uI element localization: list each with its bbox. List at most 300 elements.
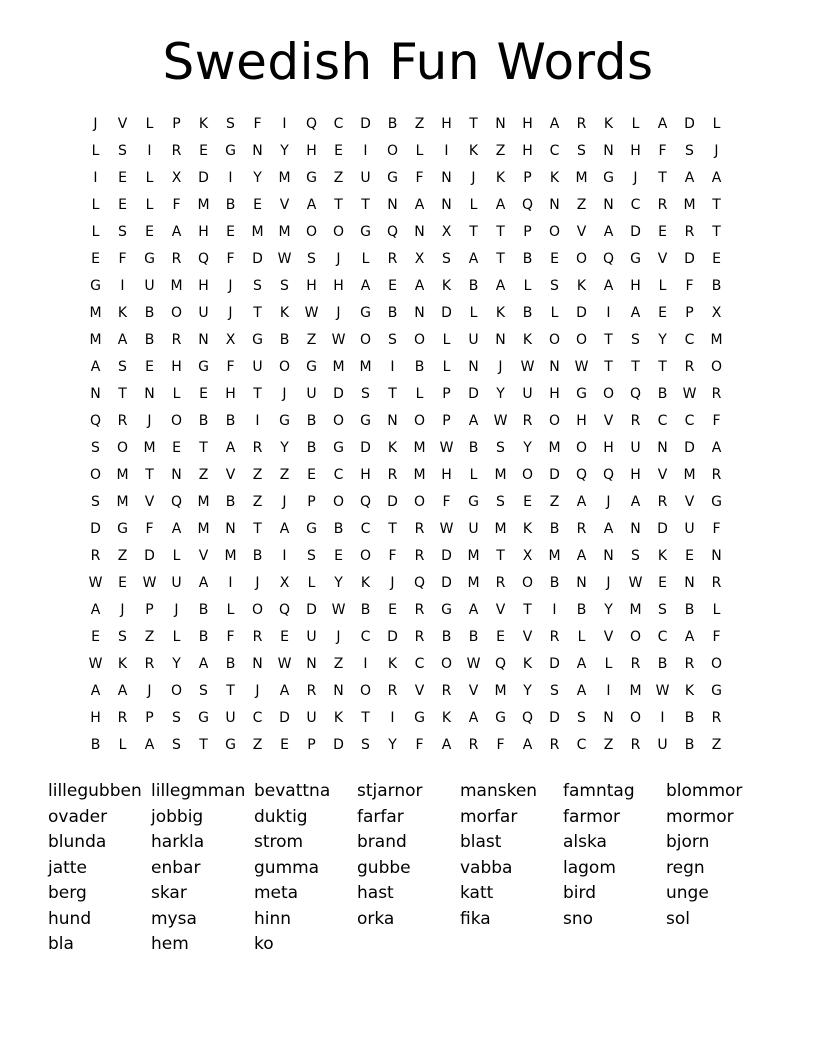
grid-letter: M bbox=[494, 521, 507, 537]
grid-letter: R bbox=[90, 548, 101, 564]
grid-letter: J bbox=[255, 683, 260, 699]
grid-letter: A bbox=[198, 656, 209, 672]
grid-letter: L bbox=[550, 305, 559, 321]
grid-letter: M bbox=[170, 278, 183, 294]
grid-letter: W bbox=[466, 656, 481, 672]
grid-letter: A bbox=[360, 278, 371, 294]
grid-letter: V bbox=[684, 494, 695, 510]
grid-letter: A bbox=[468, 251, 479, 267]
grid-letter: A bbox=[90, 683, 101, 699]
grid-letter: R bbox=[171, 251, 182, 267]
grid-letter: E bbox=[334, 548, 343, 564]
grid-letter: O bbox=[332, 413, 345, 429]
grid-letter: I bbox=[552, 602, 557, 618]
grid-letter: S bbox=[658, 602, 667, 618]
grid-letter: Z bbox=[306, 332, 317, 348]
grid-letter: M bbox=[629, 602, 642, 618]
grid-letter: J bbox=[390, 575, 395, 591]
grid-letter: J bbox=[282, 494, 287, 510]
grid-letter: B bbox=[90, 737, 101, 753]
word-list-item: gumma bbox=[254, 857, 320, 878]
grid-letter: F bbox=[226, 629, 235, 645]
word-list-item: enbar bbox=[151, 857, 201, 878]
grid-letter: S bbox=[577, 143, 586, 159]
word-list-item: orka bbox=[357, 908, 395, 929]
grid-letter: N bbox=[576, 575, 587, 591]
grid-letter: N bbox=[441, 197, 452, 213]
grid-letter: A bbox=[630, 494, 641, 510]
grid-letter: N bbox=[603, 143, 614, 159]
grid-letter: N bbox=[711, 548, 722, 564]
grid-letter: B bbox=[198, 602, 209, 618]
grid-row bbox=[82, 570, 730, 597]
grid-letter: R bbox=[630, 413, 641, 429]
grid-letter: F bbox=[685, 278, 694, 294]
word-list-item: farfar bbox=[357, 806, 404, 827]
word-list-item: blommor bbox=[666, 781, 743, 801]
grid-letter: E bbox=[712, 251, 721, 267]
grid-letter: F bbox=[712, 413, 721, 429]
grid-letter: D bbox=[576, 305, 587, 321]
grid-letter: Q bbox=[170, 494, 183, 510]
grid-letter: M bbox=[197, 521, 210, 537]
grid-row bbox=[82, 678, 730, 705]
grid-letter: T bbox=[658, 359, 667, 375]
grid-letter: S bbox=[199, 683, 208, 699]
grid-letter: X bbox=[171, 170, 182, 186]
grid-letter: B bbox=[414, 359, 425, 375]
grid-letter: L bbox=[226, 602, 235, 618]
grid-row bbox=[82, 651, 730, 678]
grid-letter: A bbox=[171, 224, 182, 240]
grid-letter: A bbox=[576, 494, 587, 510]
grid-letter: W bbox=[331, 332, 346, 348]
grid-letter: H bbox=[522, 116, 533, 132]
grid-letter: S bbox=[172, 737, 181, 753]
grid-letter: W bbox=[277, 251, 292, 267]
grid-letter: B bbox=[387, 116, 398, 132]
grid-letter: D bbox=[360, 440, 371, 456]
grid-letter: A bbox=[144, 737, 155, 753]
grid-letter: B bbox=[360, 602, 371, 618]
grid-letter: I bbox=[147, 143, 152, 159]
grid-letter: Y bbox=[172, 656, 181, 672]
grid-letter: Q bbox=[278, 602, 291, 618]
grid-letter: B bbox=[522, 305, 533, 321]
grid-letter: B bbox=[549, 575, 560, 591]
grid-letter: B bbox=[468, 278, 479, 294]
grid-letter: U bbox=[360, 170, 371, 186]
grid-letter: J bbox=[336, 251, 341, 267]
grid-letter: Y bbox=[523, 440, 532, 456]
grid-letter: P bbox=[307, 737, 316, 753]
grid-letter: B bbox=[198, 413, 209, 429]
word-list-item: ko bbox=[254, 934, 274, 954]
grid-letter: H bbox=[603, 440, 614, 456]
grid-letter: G bbox=[117, 521, 128, 537]
grid-letter: M bbox=[629, 683, 642, 699]
grid-letter: A bbox=[414, 197, 425, 213]
grid-letter: J bbox=[147, 683, 152, 699]
word-list-item: morfar bbox=[460, 806, 518, 827]
grid-letter: A bbox=[279, 521, 290, 537]
grid-letter: H bbox=[522, 143, 533, 159]
grid-letter: M bbox=[89, 305, 102, 321]
grid-letter: J bbox=[282, 386, 287, 402]
grid-letter: Q bbox=[413, 575, 426, 591]
grid-letter: K bbox=[468, 143, 479, 159]
grid-letter: H bbox=[549, 386, 560, 402]
word-list-item: sno bbox=[563, 908, 594, 929]
grid-letter: B bbox=[225, 494, 236, 510]
grid-letter: O bbox=[575, 251, 588, 267]
grid-letter: S bbox=[550, 683, 559, 699]
grid-letter: A bbox=[90, 359, 101, 375]
grid-letter: N bbox=[495, 332, 506, 348]
grid-letter: T bbox=[712, 224, 721, 240]
grid-letter: O bbox=[278, 359, 291, 375]
grid-letter: R bbox=[630, 656, 641, 672]
grid-letter: E bbox=[226, 224, 235, 240]
grid-letter: T bbox=[253, 386, 262, 402]
grid-letter: B bbox=[144, 305, 155, 321]
grid-letter: T bbox=[361, 710, 370, 726]
word-list-item: mysa bbox=[151, 908, 197, 929]
grid-letter: O bbox=[575, 332, 588, 348]
grid-letter: A bbox=[603, 278, 614, 294]
grid-letter: D bbox=[441, 548, 452, 564]
grid-letter: Z bbox=[603, 737, 614, 753]
grid-letter: J bbox=[120, 602, 125, 618]
grid-letter: Y bbox=[280, 440, 289, 456]
grid-letter: G bbox=[252, 332, 263, 348]
grid-letter: H bbox=[576, 413, 587, 429]
grid-letter: S bbox=[685, 143, 694, 159]
grid-row bbox=[82, 138, 730, 165]
grid-letter: S bbox=[361, 386, 370, 402]
grid-letter: L bbox=[145, 170, 154, 186]
grid-letter: W bbox=[493, 413, 508, 429]
grid-letter: J bbox=[255, 575, 260, 591]
word-list-item: jatte bbox=[48, 857, 87, 878]
grid-letter: C bbox=[333, 467, 344, 483]
grid-letter: I bbox=[282, 548, 287, 564]
word-list-item: hund bbox=[48, 908, 92, 929]
grid-letter: T bbox=[469, 116, 478, 132]
grid-letter: N bbox=[387, 413, 398, 429]
grid-letter: G bbox=[711, 494, 722, 510]
grid-letter: K bbox=[522, 521, 533, 537]
grid-letter: Z bbox=[252, 467, 263, 483]
grid-letter: R bbox=[684, 656, 695, 672]
grid-letter: K bbox=[657, 548, 668, 564]
grid-letter: Q bbox=[602, 251, 615, 267]
grid-letter: D bbox=[549, 710, 560, 726]
grid-letter: A bbox=[306, 197, 317, 213]
word-list-item: brand bbox=[357, 832, 407, 852]
grid-letter: T bbox=[388, 386, 397, 402]
grid-letter: W bbox=[142, 575, 157, 591]
grid-letter: T bbox=[388, 521, 397, 537]
grid-row bbox=[82, 246, 730, 273]
grid-letter: G bbox=[225, 737, 236, 753]
grid-letter: L bbox=[658, 278, 667, 294]
grid-letter: H bbox=[630, 467, 641, 483]
grid-letter: T bbox=[253, 521, 262, 537]
grid-letter: W bbox=[88, 656, 103, 672]
grid-letter: C bbox=[414, 656, 425, 672]
grid-letter: G bbox=[441, 602, 452, 618]
grid-letter: Q bbox=[521, 197, 534, 213]
grid-letter: L bbox=[442, 332, 451, 348]
grid-letter: E bbox=[91, 629, 100, 645]
grid-letter: N bbox=[630, 521, 641, 537]
grid-letter: L bbox=[118, 737, 127, 753]
grid-letter: D bbox=[306, 602, 317, 618]
grid-letter: L bbox=[145, 197, 154, 213]
grid-letter: W bbox=[439, 521, 454, 537]
grid-letter: I bbox=[390, 710, 395, 726]
grid-letter: A bbox=[279, 683, 290, 699]
grid-letter: I bbox=[255, 413, 260, 429]
grid-letter: L bbox=[91, 224, 100, 240]
grid-letter: R bbox=[171, 143, 182, 159]
grid-letter: B bbox=[198, 629, 209, 645]
grid-letter: L bbox=[442, 359, 451, 375]
word-list-item: katt bbox=[460, 883, 494, 903]
grid-letter: F bbox=[145, 521, 154, 537]
grid-letter: F bbox=[712, 629, 721, 645]
grid-letter: G bbox=[198, 359, 209, 375]
grid-letter: U bbox=[468, 521, 479, 537]
grid-letter: T bbox=[118, 386, 127, 402]
grid-letter: A bbox=[603, 521, 614, 537]
grid-letter: V bbox=[468, 683, 479, 699]
grid-letter: L bbox=[469, 197, 478, 213]
grid-letter: O bbox=[521, 575, 534, 591]
grid-letter: O bbox=[440, 656, 453, 672]
grid-letter: V bbox=[225, 467, 236, 483]
word-list-item: farmor bbox=[563, 806, 621, 827]
grid-letter: U bbox=[144, 278, 155, 294]
grid-letter: H bbox=[333, 278, 344, 294]
grid-letter: E bbox=[91, 251, 100, 267]
grid-letter: K bbox=[117, 656, 128, 672]
word-list-item: blast bbox=[460, 832, 502, 852]
word-list-item: unge bbox=[666, 883, 709, 903]
grid-letter: O bbox=[305, 224, 318, 240]
grid-letter: M bbox=[89, 332, 102, 348]
grid-letter: U bbox=[468, 332, 479, 348]
grid-letter: C bbox=[576, 737, 587, 753]
grid-letter: A bbox=[630, 305, 641, 321]
grid-letter: F bbox=[496, 737, 505, 753]
grid-letter: N bbox=[198, 332, 209, 348]
grid-letter: O bbox=[629, 710, 642, 726]
grid-letter: F bbox=[415, 170, 424, 186]
grid-letter: L bbox=[415, 386, 424, 402]
grid-letter: A bbox=[549, 116, 560, 132]
grid-letter: V bbox=[576, 224, 587, 240]
word-list-item: jobbig bbox=[151, 806, 204, 827]
grid-letter: B bbox=[522, 251, 533, 267]
grid-letter: O bbox=[170, 683, 183, 699]
grid-letter: N bbox=[225, 521, 236, 537]
word-list-item: sol bbox=[666, 908, 690, 929]
grid-letter: O bbox=[710, 656, 723, 672]
grid-letter: H bbox=[225, 386, 236, 402]
grid-letter: H bbox=[441, 116, 452, 132]
grid-letter: G bbox=[603, 170, 614, 186]
grid-letter: A bbox=[90, 602, 101, 618]
grid-letter: Z bbox=[279, 467, 290, 483]
grid-letter: D bbox=[549, 467, 560, 483]
grid-letter: H bbox=[306, 278, 317, 294]
grid-letter: D bbox=[279, 710, 290, 726]
grid-letter: Q bbox=[494, 656, 507, 672]
grid-letter: G bbox=[630, 251, 641, 267]
grid-row bbox=[82, 516, 730, 543]
grid-letter: M bbox=[683, 467, 696, 483]
grid-letter: V bbox=[603, 629, 614, 645]
grid-letter: A bbox=[711, 170, 722, 186]
grid-letter: M bbox=[359, 359, 372, 375]
grid-letter: R bbox=[144, 656, 155, 672]
grid-letter: F bbox=[172, 197, 181, 213]
grid-letter: B bbox=[549, 521, 560, 537]
grid-letter: R bbox=[387, 683, 398, 699]
word-list-item: alska bbox=[563, 832, 607, 852]
grid-letter: G bbox=[333, 440, 344, 456]
grid-letter: F bbox=[118, 251, 127, 267]
grid-letter: M bbox=[467, 548, 480, 564]
grid-letter: C bbox=[630, 197, 641, 213]
grid-letter: Q bbox=[197, 251, 210, 267]
grid-letter: I bbox=[228, 575, 233, 591]
grid-letter: R bbox=[630, 737, 641, 753]
grid-letter: F bbox=[226, 251, 235, 267]
grid-letter: M bbox=[197, 494, 210, 510]
grid-letter: T bbox=[226, 683, 235, 699]
grid-letter: B bbox=[225, 197, 236, 213]
grid-letter: G bbox=[414, 710, 425, 726]
grid-letter: X bbox=[279, 575, 290, 591]
grid-letter: S bbox=[550, 278, 559, 294]
grid-letter: T bbox=[469, 224, 478, 240]
grid-letter: A bbox=[414, 278, 425, 294]
grid-letter: A bbox=[522, 737, 533, 753]
word-list-item: bla bbox=[48, 934, 74, 954]
grid-letter: R bbox=[549, 629, 560, 645]
grid-letter: N bbox=[684, 575, 695, 591]
grid-letter: B bbox=[225, 413, 236, 429]
grid-letter: O bbox=[521, 467, 534, 483]
grid-letter: T bbox=[523, 602, 532, 618]
grid-letter: Y bbox=[334, 575, 343, 591]
grid-letter: G bbox=[90, 278, 101, 294]
grid-letter: M bbox=[467, 575, 480, 591]
grid-letter: H bbox=[90, 710, 101, 726]
grid-letter: F bbox=[388, 548, 397, 564]
grid-letter: D bbox=[333, 386, 344, 402]
grid-letter: O bbox=[359, 332, 372, 348]
grid-letter: H bbox=[441, 467, 452, 483]
grid-letter: W bbox=[682, 386, 697, 402]
grid-letter: F bbox=[658, 143, 667, 159]
grid-letter: L bbox=[91, 143, 100, 159]
grid-letter: Y bbox=[388, 737, 397, 753]
grid-letter: G bbox=[144, 251, 155, 267]
grid-letter: D bbox=[144, 548, 155, 564]
grid-letter: C bbox=[360, 521, 371, 537]
grid-letter: R bbox=[252, 440, 263, 456]
grid-letter: P bbox=[442, 386, 451, 402]
grid-letter: P bbox=[307, 494, 316, 510]
grid-letter: D bbox=[684, 440, 695, 456]
grid-row bbox=[82, 192, 730, 219]
word-list-item: lagom bbox=[563, 857, 616, 878]
grid-letter: D bbox=[441, 575, 452, 591]
grid-letter: E bbox=[199, 143, 208, 159]
grid-letter: R bbox=[576, 116, 587, 132]
grid-letter: A bbox=[576, 656, 587, 672]
grid-letter: M bbox=[548, 440, 561, 456]
grid-letter: S bbox=[496, 440, 505, 456]
grid-letter: S bbox=[577, 710, 586, 726]
grid-letter: N bbox=[252, 656, 263, 672]
grid-letter: N bbox=[414, 305, 425, 321]
grid-row bbox=[82, 354, 730, 381]
word-list-item: regn bbox=[666, 857, 705, 878]
word-list-item: bjorn bbox=[666, 832, 710, 852]
grid-letter: O bbox=[602, 386, 615, 402]
grid-letter: Q bbox=[89, 413, 102, 429]
grid-letter: S bbox=[91, 440, 100, 456]
grid-letter: Q bbox=[575, 467, 588, 483]
word-list-item: lillegmman bbox=[151, 781, 246, 801]
grid-letter: G bbox=[306, 521, 317, 537]
grid-row bbox=[82, 597, 730, 624]
grid-letter: Q bbox=[305, 116, 318, 132]
grid-letter: A bbox=[576, 548, 587, 564]
grid-letter: A bbox=[441, 737, 452, 753]
grid-letter: Q bbox=[386, 224, 399, 240]
word-list-item: mormor bbox=[666, 806, 734, 827]
grid-letter: Q bbox=[602, 467, 615, 483]
grid-letter: F bbox=[415, 737, 424, 753]
grid-letter: S bbox=[442, 251, 451, 267]
grid-letter: I bbox=[444, 143, 449, 159]
grid-letter: Z bbox=[711, 737, 722, 753]
grid-letter: B bbox=[468, 629, 479, 645]
grid-letter: I bbox=[606, 305, 611, 321]
word-list-item: stjarnor bbox=[357, 781, 423, 801]
grid-letter: N bbox=[603, 197, 614, 213]
grid-letter: J bbox=[228, 278, 233, 294]
grid-letter: D bbox=[657, 521, 668, 537]
grid-letter: S bbox=[118, 143, 127, 159]
grid-letter: U bbox=[684, 521, 695, 537]
grid-letter: J bbox=[93, 116, 98, 132]
grid-letter: E bbox=[280, 737, 289, 753]
grid-letter: U bbox=[306, 386, 317, 402]
grid-row bbox=[82, 327, 730, 354]
grid-letter: U bbox=[306, 710, 317, 726]
grid-letter: E bbox=[388, 602, 397, 618]
grid-letter: E bbox=[145, 224, 154, 240]
grid-letter: T bbox=[496, 224, 505, 240]
grid-letter: K bbox=[495, 305, 506, 321]
